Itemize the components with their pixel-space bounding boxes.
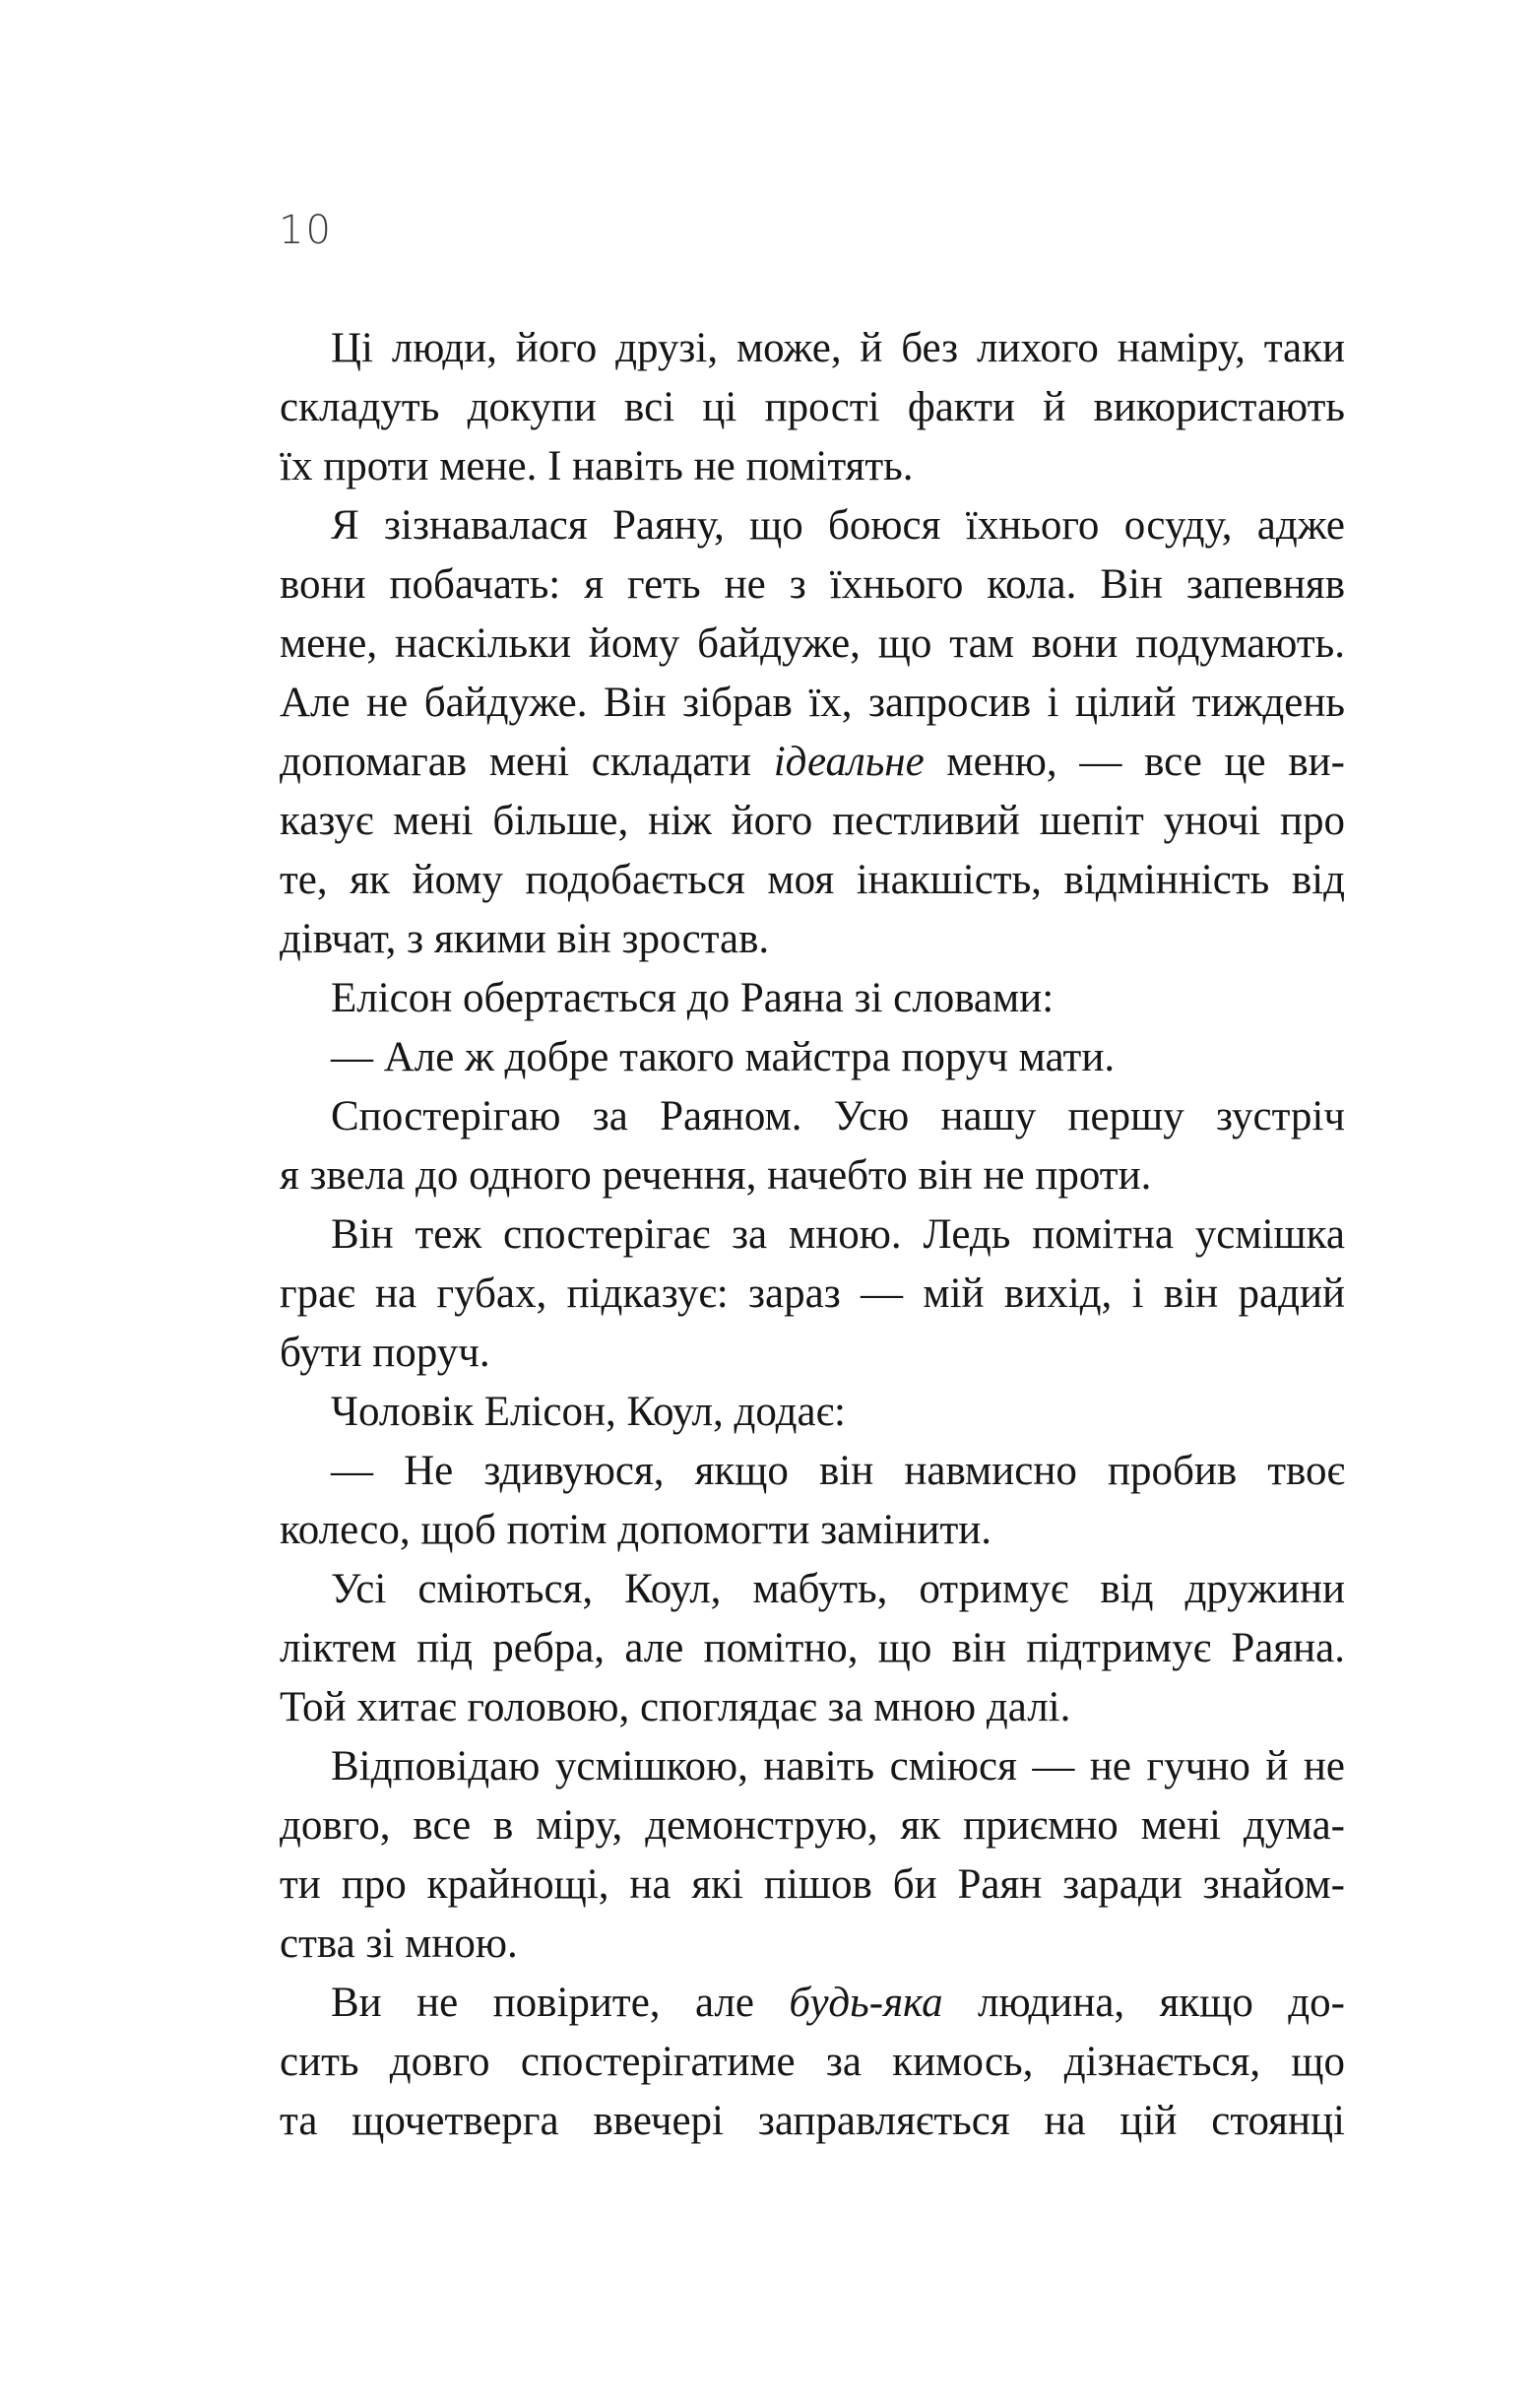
text-line xyxy=(280,1619,1345,1678)
text-run: Ці люди, його друзі, може, й без лихого наміру, таки xyxy=(331,325,1345,371)
text-run: Елісон обертається до Раяна зі словами: xyxy=(331,975,1055,1021)
paragraph xyxy=(280,1737,1345,1974)
text-line xyxy=(280,1560,1345,1619)
page-body xyxy=(280,319,1345,2151)
page-number: 10 xyxy=(279,208,333,253)
text-line xyxy=(280,2033,1345,2092)
text-run: їх проти мене. І навіть не помітять. xyxy=(280,443,914,489)
text-run: меню, — все це ви- xyxy=(924,739,1345,785)
text-line xyxy=(280,733,1345,792)
text-run: допомагав мені складати xyxy=(280,739,774,785)
text-line xyxy=(280,910,1345,969)
text-line xyxy=(280,1974,1345,2033)
text-run: Відповідаю усмішкою, навіть сміюся — не гучно й не xyxy=(331,1743,1345,1790)
text-run: сить довго спостерігатиме за кимось, дізнається, що xyxy=(280,2039,1345,2085)
paragraph xyxy=(280,1974,1345,2151)
text-line xyxy=(280,1087,1345,1146)
text-line xyxy=(280,1501,1345,1560)
text-line xyxy=(280,851,1345,910)
text-line xyxy=(280,437,1345,496)
text-line xyxy=(280,2092,1345,2151)
text-line xyxy=(280,1737,1345,1796)
text-line xyxy=(280,1855,1345,1915)
text-run: казує мені більше, ніж його пестливий шепіт уночі про xyxy=(280,798,1345,844)
text-line xyxy=(280,1915,1345,1974)
text-run: Той хитає головою, споглядає за мною далі. xyxy=(280,1684,1071,1730)
text-run: дівчат, з якими він зростав. xyxy=(280,916,770,962)
text-run: ти про крайнощі, на які пішов би Раян заради знайом- xyxy=(280,1861,1345,1908)
text-run: людина, якщо до- xyxy=(942,1980,1345,2026)
text-run: — Але ж добре такого майстра поруч мати. xyxy=(331,1034,1116,1080)
text-line xyxy=(280,1028,1345,1087)
text-run: те, як йому подобається моя інакшість, відмінність від xyxy=(280,857,1345,903)
text-run: бути поруч. xyxy=(280,1330,490,1376)
text-run: — Не здивуюся, якщо він навмисно пробив твоє xyxy=(331,1448,1345,1494)
text-run: ства зі мною. xyxy=(280,1920,518,1967)
paragraph xyxy=(280,496,1345,969)
text-line xyxy=(280,1205,1345,1265)
paragraph xyxy=(280,969,1345,1028)
text-run: я звела до одного речення, начебто він не проти. xyxy=(280,1152,1152,1199)
text-run: Усі сміються, Коул, мабуть, отримує від дружини xyxy=(331,1566,1345,1612)
text-line xyxy=(280,674,1345,733)
text-run: складуть докупи всі ці прості факти й використають xyxy=(280,384,1345,430)
text-run: Але не байдуже. Він зібрав їх, запросив і цілий тиждень xyxy=(280,680,1345,726)
text-line xyxy=(280,496,1345,555)
text-run: Чоловік Елісон, Коул, додає: xyxy=(331,1389,846,1435)
text-run: Він теж спостерігає за мною. Ледь помітна усмішка xyxy=(331,1211,1345,1258)
text-run: Я зізнавалася Раяну, що боюся їхнього осуду, адже xyxy=(331,502,1345,549)
italic-text-run: ідеальне xyxy=(773,739,925,785)
paragraph xyxy=(280,1383,1345,1442)
text-line xyxy=(280,1383,1345,1442)
text-run: та щочетверга ввечері заправляється на цій стоянці xyxy=(280,2098,1345,2144)
text-line xyxy=(280,1146,1345,1205)
text-line xyxy=(280,319,1345,378)
text-line xyxy=(280,615,1345,674)
text-line xyxy=(280,792,1345,851)
text-run: Ви не повірите, але xyxy=(331,1980,790,2026)
text-line xyxy=(280,1324,1345,1383)
paragraph xyxy=(280,1028,1345,1087)
text-run: мене, наскільки йому байдуже, що там вони подумають. xyxy=(280,620,1345,667)
paragraph xyxy=(280,1205,1345,1383)
text-line xyxy=(280,1796,1345,1855)
paragraph xyxy=(280,319,1345,496)
text-run: ліктем під ребра, але помітно, що він підтримує Раяна. xyxy=(280,1625,1345,1671)
text-run: довго, все в міру, демонструю, як приємно мені дума- xyxy=(280,1802,1345,1849)
text-run: Спостерігаю за Раяном. Усю нашу першу зустріч xyxy=(331,1093,1345,1139)
paragraph xyxy=(280,1442,1345,1560)
text-run: грає на губах, підказує: зараз — мій вихід, і він радий xyxy=(280,1270,1345,1317)
text-line xyxy=(280,555,1345,615)
paragraph xyxy=(280,1087,1345,1205)
text-line xyxy=(280,1678,1345,1737)
italic-text-run: будь-яка xyxy=(789,1980,943,2026)
text-run: колесо, щоб потім допомогти замінити. xyxy=(280,1507,992,1553)
text-line xyxy=(280,969,1345,1028)
text-line xyxy=(280,1265,1345,1324)
text-run: вони побачать: я геть не з їхнього кола. Він запевняв xyxy=(280,561,1345,608)
text-line xyxy=(280,378,1345,437)
text-line xyxy=(280,1442,1345,1501)
paragraph xyxy=(280,1560,1345,1737)
